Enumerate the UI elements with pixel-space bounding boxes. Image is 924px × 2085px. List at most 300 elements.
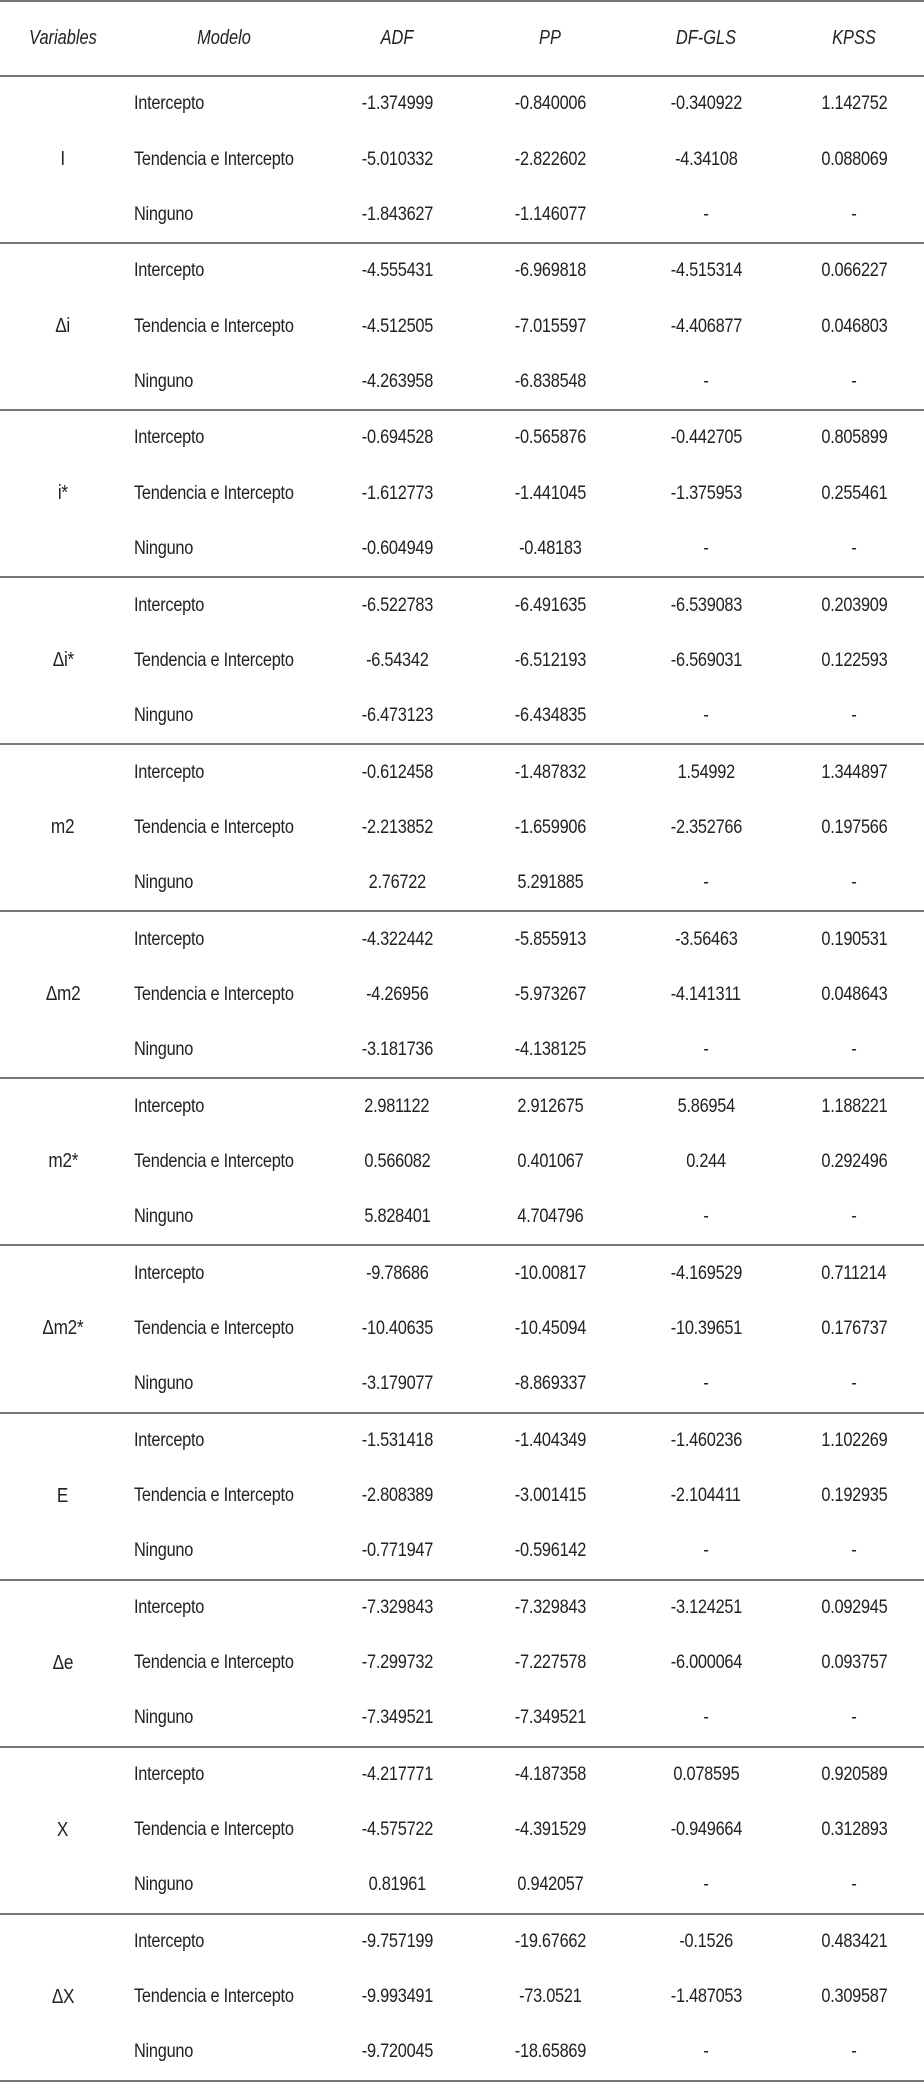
kpss-value: 0.192935 [820, 1485, 888, 1507]
adf-value: -1.612773 [361, 482, 433, 504]
kpss-value: - [851, 203, 857, 225]
adf-value: -1.374999 [361, 93, 433, 115]
pp-cell [472, 689, 628, 745]
model-cell [126, 1190, 322, 1246]
df-gls-value: -0.340922 [670, 93, 742, 115]
kpss-value: 0.309587 [820, 1986, 888, 2008]
model-label: Ninguno [134, 1874, 194, 1896]
df-gls-value: - [703, 1373, 709, 1395]
df-gls-value: -4.406877 [670, 315, 742, 337]
kpss-value: - [851, 871, 857, 893]
pp-cell [472, 1078, 628, 1134]
pp-value: -6.838548 [514, 370, 586, 392]
pp-value: -5.855913 [514, 928, 586, 950]
adf-value: -0.604949 [361, 537, 433, 559]
model-label: Intercepto [134, 1596, 205, 1618]
df-gls-value: -1.375953 [670, 482, 742, 504]
pp-cell [472, 1691, 628, 1747]
pp-value: -7.329843 [514, 1596, 586, 1618]
df-gls-cell [628, 1023, 784, 1079]
adf-cell [322, 967, 472, 1023]
model-label: Tendencia e Intercepto [134, 1652, 294, 1674]
pp-value: -4.187358 [514, 1763, 586, 1785]
df-gls-cell [628, 243, 784, 299]
model-cell [126, 1635, 322, 1691]
adf-value: -4.26956 [365, 983, 429, 1005]
df-gls-cell [628, 633, 784, 689]
variable-group [0, 1914, 924, 2081]
variable-group [0, 410, 924, 577]
df-gls-cell [628, 1301, 784, 1357]
model-cell [126, 1969, 322, 2025]
table-row [0, 856, 924, 912]
variable-cell [0, 410, 126, 577]
kpss-value: 0.093757 [820, 1652, 888, 1674]
adf-value: 0.566082 [363, 1150, 431, 1172]
variable-name: I [60, 148, 66, 171]
pp-value: -3.001415 [514, 1485, 586, 1507]
adf-value: -1.531418 [361, 1429, 433, 1451]
df-gls-cell [628, 354, 784, 410]
df-gls-value: -2.104411 [670, 1485, 742, 1507]
df-gls-cell [628, 1413, 784, 1469]
df-gls-value: -0.1526 [679, 1931, 733, 1953]
pp-value: -0.565876 [514, 427, 586, 449]
pp-cell [472, 132, 628, 188]
model-cell [126, 76, 322, 132]
adf-cell [322, 76, 472, 132]
df-gls-value: -1.487053 [670, 1986, 742, 2008]
kpss-value: 1.102269 [820, 1429, 888, 1451]
adf-cell [322, 1245, 472, 1301]
model-cell [126, 1468, 322, 1524]
variable-cell [0, 1580, 126, 1747]
df-gls-cell [628, 577, 784, 633]
kpss-cell [784, 967, 924, 1023]
adf-cell [322, 1301, 472, 1357]
kpss-value: - [851, 370, 857, 392]
df-gls-value: 0.244 [686, 1150, 726, 1172]
adf-cell [322, 1468, 472, 1524]
pp-value: -18.65869 [514, 2041, 586, 2063]
df-gls-cell [628, 967, 784, 1023]
df-gls-value: 1.54992 [677, 761, 735, 783]
kpss-cell [784, 1301, 924, 1357]
table-row [0, 354, 924, 410]
kpss-cell [784, 76, 924, 132]
model-cell [126, 1524, 322, 1580]
adf-value: 0.81961 [368, 1874, 426, 1896]
model-label: Ninguno [134, 704, 194, 726]
table-row [0, 1914, 924, 1970]
table-row [0, 1357, 924, 1413]
variable-name: X [57, 1818, 69, 1841]
model-label: Intercepto [134, 594, 205, 616]
table-row [0, 1190, 924, 1246]
kpss-value: 0.046803 [820, 315, 888, 337]
pp-cell [472, 410, 628, 466]
adf-cell [322, 1969, 472, 2025]
adf-cell [322, 689, 472, 745]
model-label: Tendencia e Intercepto [134, 1317, 294, 1339]
adf-value: -1.843627 [361, 203, 433, 225]
table-row [0, 410, 924, 466]
pp-cell [472, 1468, 628, 1524]
adf-cell [322, 633, 472, 689]
kpss-value: 0.190531 [820, 928, 888, 950]
variable-name: ΔX [51, 1985, 75, 2008]
model-cell [126, 1580, 322, 1636]
pp-cell [472, 2025, 628, 2081]
model-cell [126, 410, 322, 466]
df-gls-cell [628, 744, 784, 800]
adf-cell [322, 1190, 472, 1246]
variable-name: m2* [48, 1150, 78, 1173]
header-modelo: Modelo [197, 27, 251, 49]
pp-value: 2.912675 [516, 1095, 584, 1117]
df-gls-value: -4.515314 [670, 260, 742, 282]
kpss-cell [784, 1747, 924, 1803]
table-row [0, 1580, 924, 1636]
model-cell [126, 1413, 322, 1469]
model-label: Ninguno [134, 1540, 194, 1562]
adf-cell [322, 354, 472, 410]
kpss-value: 0.203909 [820, 594, 888, 616]
adf-value: -3.181736 [361, 1039, 433, 1061]
kpss-value: - [851, 1039, 857, 1061]
pp-value: -0.48183 [518, 537, 582, 559]
df-gls-value: -6.539083 [670, 594, 742, 616]
kpss-cell [784, 1190, 924, 1246]
table-row [0, 1635, 924, 1691]
df-gls-value: -4.34108 [674, 148, 738, 170]
df-gls-cell [628, 1468, 784, 1524]
table-row [0, 577, 924, 633]
variable-name: Δe [52, 1651, 74, 1674]
model-cell [126, 299, 322, 355]
adf-value: -5.010332 [361, 148, 433, 170]
model-label: Tendencia e Intercepto [134, 482, 294, 504]
kpss-cell [784, 1802, 924, 1858]
model-label: Ninguno [134, 1707, 194, 1729]
kpss-value: 1.344897 [820, 761, 888, 783]
df-gls-cell [628, 466, 784, 522]
df-gls-value: - [703, 1540, 709, 1562]
pp-value: -2.822602 [514, 148, 586, 170]
pp-cell [472, 1914, 628, 1970]
variable-group [0, 243, 924, 410]
df-gls-value: -4.141311 [670, 983, 742, 1005]
adf-value: -10.40635 [361, 1317, 433, 1339]
model-label: Intercepto [134, 761, 205, 783]
df-gls-value: - [703, 1874, 709, 1896]
pp-value: -6.434835 [514, 704, 586, 726]
pp-value: -1.487832 [514, 761, 586, 783]
table-row [0, 800, 924, 856]
variable-cell [0, 1413, 126, 1580]
pp-value: -0.596142 [514, 1540, 586, 1562]
adf-value: -2.808389 [361, 1485, 433, 1507]
df-gls-cell [628, 410, 784, 466]
variable-cell [0, 243, 126, 410]
pp-cell [472, 354, 628, 410]
adf-value: -7.349521 [361, 1707, 433, 1729]
model-cell [126, 243, 322, 299]
adf-value: -0.694528 [361, 427, 433, 449]
df-gls-value: -3.124251 [670, 1596, 742, 1618]
model-label: Ninguno [134, 871, 194, 893]
pp-value: -10.00817 [514, 1262, 586, 1284]
variable-group [0, 577, 924, 744]
adf-value: -2.213852 [361, 816, 433, 838]
kpss-value: 0.122593 [820, 649, 888, 671]
pp-cell [472, 1245, 628, 1301]
pp-cell [472, 1023, 628, 1079]
pp-cell [472, 744, 628, 800]
kpss-value: 0.048643 [820, 983, 888, 1005]
model-label: Intercepto [134, 93, 205, 115]
df-gls-value: - [703, 871, 709, 893]
pp-cell [472, 299, 628, 355]
kpss-cell [784, 1914, 924, 1970]
df-gls-value: - [703, 1039, 709, 1061]
adf-cell [322, 1691, 472, 1747]
model-label: Intercepto [134, 260, 205, 282]
kpss-value: - [851, 2041, 857, 2063]
df-gls-value: - [703, 537, 709, 559]
pp-value: 0.401067 [516, 1150, 584, 1172]
adf-value: -9.78686 [365, 1262, 429, 1284]
header-pp: PP [539, 27, 561, 49]
kpss-cell [784, 354, 924, 410]
df-gls-cell [628, 522, 784, 578]
model-label: Intercepto [134, 1763, 205, 1785]
model-cell [126, 1858, 322, 1914]
kpss-cell [784, 1858, 924, 1914]
df-gls-value: -6.000064 [670, 1652, 742, 1674]
kpss-cell [784, 689, 924, 745]
adf-value: -4.512505 [361, 315, 433, 337]
variable-group [0, 744, 924, 911]
kpss-value: 0.088069 [820, 148, 888, 170]
adf-value: 5.828401 [363, 1206, 431, 1228]
adf-value: -9.720045 [361, 2041, 433, 2063]
kpss-value: 0.292496 [820, 1150, 888, 1172]
variable-group [0, 1413, 924, 1580]
pp-value: -8.869337 [514, 1373, 586, 1395]
adf-cell [322, 522, 472, 578]
df-gls-value: 5.86954 [677, 1095, 735, 1117]
pp-cell [472, 800, 628, 856]
variable-name: i* [57, 482, 68, 505]
pp-cell [472, 1134, 628, 1190]
df-gls-value: - [703, 704, 709, 726]
pp-value: -7.015597 [514, 315, 586, 337]
adf-value: -7.329843 [361, 1596, 433, 1618]
df-gls-cell [628, 1858, 784, 1914]
kpss-cell [784, 1580, 924, 1636]
table-row [0, 911, 924, 967]
variable-name: Δm2* [42, 1317, 84, 1340]
pp-cell [472, 1858, 628, 1914]
table-row [0, 1747, 924, 1803]
pp-cell [472, 1802, 628, 1858]
adf-cell [322, 299, 472, 355]
pp-cell [472, 1747, 628, 1803]
pp-value: -1.404349 [514, 1429, 586, 1451]
df-gls-cell [628, 800, 784, 856]
variable-group [0, 1747, 924, 1914]
variable-cell [0, 1914, 126, 2081]
pp-cell [472, 1635, 628, 1691]
pp-value: -7.349521 [514, 1707, 586, 1729]
pp-value: -6.969818 [514, 260, 586, 282]
model-cell [126, 1301, 322, 1357]
variable-group [0, 1245, 924, 1412]
kpss-cell [784, 633, 924, 689]
variable-name: Δi* [52, 649, 74, 672]
table-row [0, 1969, 924, 2025]
table-row [0, 2025, 924, 2081]
kpss-cell [784, 243, 924, 299]
table-row [0, 1468, 924, 1524]
table-row [0, 1078, 924, 1134]
pp-cell [472, 1413, 628, 1469]
model-label: Intercepto [134, 1262, 205, 1284]
df-gls-value: -0.442705 [670, 427, 742, 449]
table-row [0, 689, 924, 745]
model-label: Intercepto [134, 427, 205, 449]
variable-group [0, 1078, 924, 1245]
df-gls-cell [628, 1580, 784, 1636]
kpss-cell [784, 2025, 924, 2081]
model-cell [126, 800, 322, 856]
df-gls-cell [628, 1524, 784, 1580]
table-row [0, 744, 924, 800]
df-gls-cell [628, 299, 784, 355]
model-label: Ninguno [134, 1206, 194, 1228]
model-label: Ninguno [134, 1373, 194, 1395]
kpss-cell [784, 1468, 924, 1524]
adf-cell [322, 2025, 472, 2081]
df-gls-value: -6.569031 [670, 649, 742, 671]
df-gls-value: -4.169529 [670, 1262, 742, 1284]
kpss-value: 0.066227 [820, 260, 888, 282]
adf-value: -4.575722 [361, 1819, 433, 1841]
adf-cell [322, 1023, 472, 1079]
variable-cell [0, 1245, 126, 1412]
adf-cell [322, 1802, 472, 1858]
model-label: Ninguno [134, 203, 194, 225]
df-gls-cell [628, 1747, 784, 1803]
df-gls-value: -2.352766 [670, 816, 742, 838]
table-row [0, 76, 924, 132]
adf-cell [322, 911, 472, 967]
df-gls-value: - [703, 1707, 709, 1729]
kpss-cell [784, 410, 924, 466]
kpss-value: - [851, 1540, 857, 1562]
df-gls-value: - [703, 2041, 709, 2063]
model-label: Intercepto [134, 1429, 205, 1451]
table-row [0, 1691, 924, 1747]
model-cell [126, 132, 322, 188]
adf-cell [322, 1747, 472, 1803]
kpss-value: 0.483421 [820, 1931, 888, 1953]
variable-name: m2 [51, 816, 75, 839]
variable-name: Δi [55, 315, 71, 338]
kpss-value: 0.805899 [820, 427, 888, 449]
adf-cell [322, 1914, 472, 1970]
kpss-value: - [851, 537, 857, 559]
model-cell [126, 187, 322, 243]
kpss-cell [784, 577, 924, 633]
model-cell [126, 577, 322, 633]
pp-value: 4.704796 [516, 1206, 584, 1228]
pp-value: -10.45094 [514, 1317, 586, 1339]
kpss-value: 0.176737 [820, 1317, 888, 1339]
model-label: Tendencia e Intercepto [134, 983, 294, 1005]
df-gls-cell [628, 1802, 784, 1858]
df-gls-cell [628, 911, 784, 967]
model-cell [126, 1747, 322, 1803]
table-row [0, 243, 924, 299]
adf-value: -6.54342 [365, 649, 429, 671]
pp-value: -0.840006 [514, 93, 586, 115]
variable-cell [0, 577, 126, 744]
kpss-cell [784, 187, 924, 243]
adf-value: -4.217771 [361, 1763, 433, 1785]
pp-value: 0.942057 [516, 1874, 584, 1896]
pp-cell [472, 1357, 628, 1413]
df-gls-cell [628, 1969, 784, 2025]
variable-name: Δm2 [45, 983, 81, 1006]
adf-value: 2.981122 [364, 1095, 430, 1117]
table-row [0, 132, 924, 188]
kpss-cell [784, 911, 924, 967]
model-label: Intercepto [134, 1095, 205, 1117]
model-label: Tendencia e Intercepto [134, 1150, 294, 1172]
df-gls-value: - [703, 370, 709, 392]
adf-cell [322, 466, 472, 522]
table-row [0, 1301, 924, 1357]
table-row [0, 1245, 924, 1301]
model-cell [126, 1134, 322, 1190]
kpss-value: - [851, 1874, 857, 1896]
adf-cell [322, 187, 472, 243]
variable-cell [0, 76, 126, 243]
kpss-value: - [851, 1373, 857, 1395]
model-label: Tendencia e Intercepto [134, 649, 294, 671]
model-label: Ninguno [134, 370, 194, 392]
table-row [0, 522, 924, 578]
pp-value: -6.512193 [514, 649, 586, 671]
variable-cell [0, 1747, 126, 1914]
model-cell [126, 466, 322, 522]
kpss-cell [784, 1078, 924, 1134]
pp-cell [472, 243, 628, 299]
model-label: Intercepto [134, 928, 205, 950]
df-gls-cell [628, 187, 784, 243]
model-label: Ninguno [134, 2041, 194, 2063]
kpss-value: 0.092945 [820, 1596, 888, 1618]
model-cell [126, 633, 322, 689]
df-gls-cell [628, 132, 784, 188]
model-cell [126, 856, 322, 912]
kpss-value: 0.197566 [820, 816, 888, 838]
model-cell [126, 1802, 322, 1858]
df-gls-cell [628, 1691, 784, 1747]
df-gls-cell [628, 1357, 784, 1413]
